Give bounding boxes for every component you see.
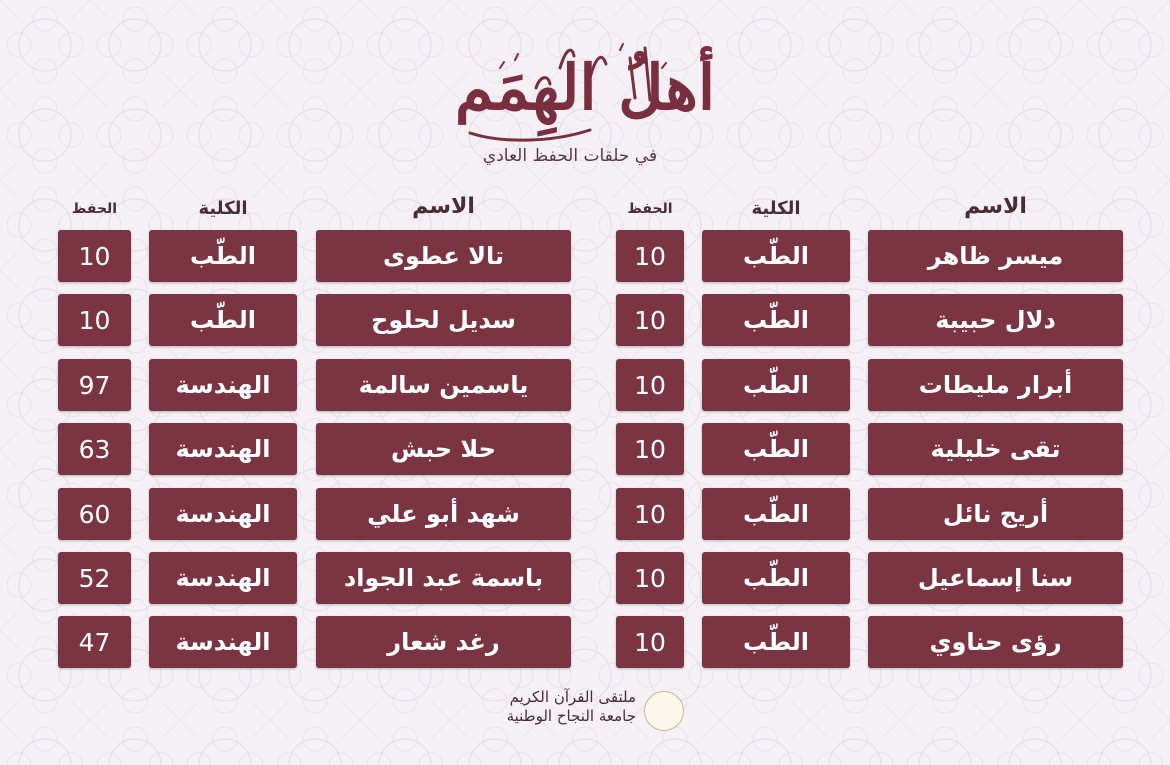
right-college-cell: الطّب (702, 230, 850, 282)
left-header-college: الكلية (198, 198, 248, 219)
page-title: أهلُ الهِمَم (454, 51, 716, 124)
right-memorization-cell: 10 (616, 488, 684, 540)
right-memorization-cell: 10 (616, 552, 684, 604)
left-college-cell: الهندسة (149, 359, 297, 411)
footer-line-2: جامعة النجاح الوطنية (506, 707, 636, 725)
left-memorization-cell: 10 (58, 230, 131, 282)
left-memorization-cell: 60 (58, 488, 131, 540)
left-memorization-cell: 97 (58, 359, 131, 411)
left-name-cell: ياسمين سالمة (316, 359, 571, 411)
right-header-college: الكلية (751, 198, 801, 219)
right-college-cell: الطّب (702, 552, 850, 604)
right-college-cell: الطّب (702, 359, 850, 411)
left-name-cell: حلا حبش (316, 423, 571, 475)
left-college-cell: الهندسة (149, 616, 297, 668)
right-memorization-cell: 10 (616, 423, 684, 475)
left-memorization-cell: 52 (58, 552, 131, 604)
right-college-cell: الطّب (702, 616, 850, 668)
right-header-memorization: الحفظ (627, 201, 673, 217)
left-memorization-cell: 10 (58, 294, 131, 346)
footer-text (507, 688, 636, 726)
right-name-cell: رؤى حناوي (868, 616, 1123, 668)
left-name-cell: رغد شعار (316, 616, 571, 668)
right-name-cell: دلال حبيبة (868, 294, 1123, 346)
left-college-cell: الهندسة (149, 423, 297, 475)
footer-line-1: ملتقى القرآن الكريم (509, 688, 636, 706)
right-memorization-cell: 10 (616, 359, 684, 411)
right-memorization-cell: 10 (616, 616, 684, 668)
right-name-cell: أريج نائل (868, 488, 1123, 540)
right-name-cell: أبرار مليطات (868, 359, 1123, 411)
left-college-cell: الطّب (149, 230, 297, 282)
left-name-cell: سديل لحلوح (316, 294, 571, 346)
right-name-cell: تقى خليلية (868, 423, 1123, 475)
left-name-cell: تالا عطوى (316, 230, 571, 282)
page-header (0, 38, 1170, 173)
left-college-cell: الطّب (149, 294, 297, 346)
left-header-memorization: الحفظ (71, 201, 118, 217)
right-college-cell: الطّب (702, 488, 850, 540)
right-header-name: الاسم (964, 194, 1027, 219)
right-name-cell: ميسر ظاهر (868, 230, 1123, 282)
right-memorization-cell: 10 (616, 230, 684, 282)
left-college-cell: الهندسة (149, 488, 297, 540)
right-memorization-cell: 10 (616, 294, 684, 346)
footer (476, 688, 686, 732)
left-college-cell: الهندسة (149, 552, 297, 604)
left-name-cell: باسمة عبد الجواد (316, 552, 571, 604)
right-name-cell: سنا إسماعيل (868, 552, 1123, 604)
left-header-name: الاسم (412, 194, 475, 219)
right-college-cell: الطّب (702, 423, 850, 475)
organization-logo (644, 691, 684, 731)
page-subtitle: في حلقات الحفظ العادي (482, 146, 658, 166)
left-name-cell: شهد أبو علي (316, 488, 571, 540)
right-college-cell: الطّب (702, 294, 850, 346)
left-memorization-cell: 63 (58, 423, 131, 475)
left-memorization-cell: 47 (58, 616, 131, 668)
